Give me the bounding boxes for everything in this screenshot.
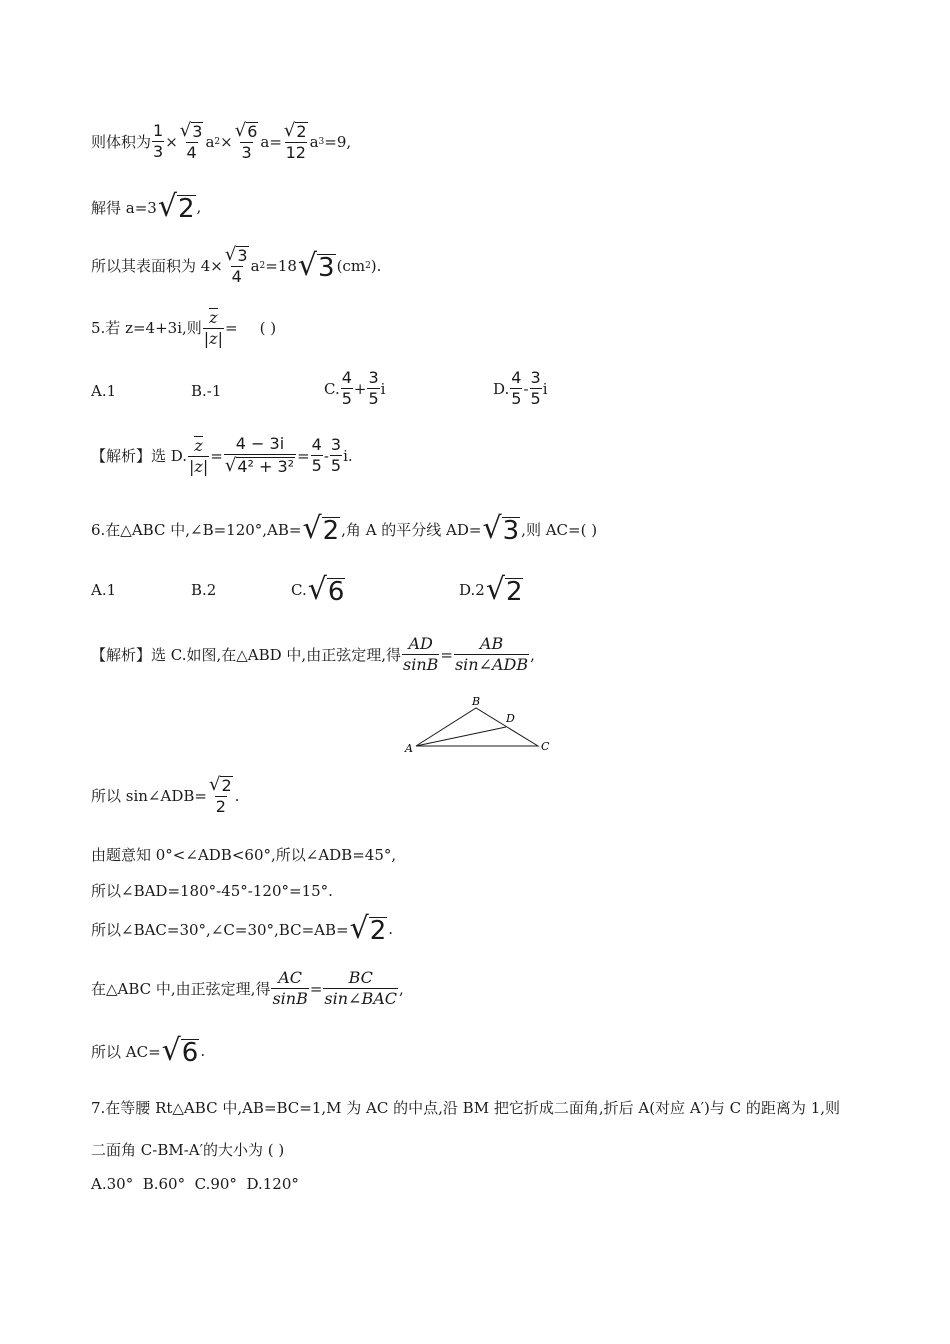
fraction: $\frac{z}{|z|}$ bbox=[203, 308, 223, 348]
text: 所以其表面积为 4× bbox=[91, 257, 223, 275]
surface-area-line: 所以其表面积为 4× √ 3 4 a 2 =18 √ 3 (cm 2 ). bbox=[91, 244, 382, 286]
solve-a-line bbox=[91, 189, 202, 224]
options-7: A.30° B.60° C.90° D.120° bbox=[91, 1175, 299, 1193]
option-b: B.-1 bbox=[191, 382, 222, 400]
fraction: √ 2 2 bbox=[208, 774, 232, 816]
option-c: C. √ 6 bbox=[291, 572, 345, 607]
text: (cm bbox=[336, 256, 366, 275]
triangle-abc bbox=[416, 708, 538, 746]
label-b: B bbox=[472, 695, 481, 708]
label-d: D bbox=[506, 712, 515, 725]
text: 所以 AC= bbox=[91, 1042, 161, 1061]
fraction: $\frac{AB}{\text{sin∠ADB}}$ bbox=[454, 634, 529, 674]
angle-line-2: 所以∠BAD=180°-45°-120°=15°. bbox=[91, 882, 333, 900]
text: 所以∠BAC=30°,∠C=30°,BC=AB= bbox=[91, 920, 349, 939]
text: ,则 AC=( ) bbox=[521, 520, 598, 539]
ac-result-line bbox=[91, 1033, 206, 1068]
times-sign: × bbox=[220, 132, 233, 151]
text: 在△ABC 中,由正弦定理,得 bbox=[91, 980, 271, 998]
options-5 bbox=[91, 370, 591, 410]
options-6 bbox=[91, 572, 591, 615]
question-7-line-1: 7.在等腰 Rt△ABC 中,AB=BC=1,M 为 AC 的中点,沿 BM 把它折成二面角,折后 A(对应 A′)与 C 的距离为 1,则 bbox=[91, 1099, 840, 1117]
text: =9, bbox=[324, 132, 352, 151]
text: ,角 A 的平分线 AD= bbox=[341, 520, 482, 539]
fraction: $\frac{BC}{\text{sin∠BAC}}$ bbox=[324, 968, 398, 1008]
text: a= bbox=[260, 132, 282, 151]
text: , bbox=[530, 645, 535, 664]
fraction: √ 6 3 bbox=[234, 120, 258, 162]
fraction: √ 3 4 bbox=[179, 120, 203, 162]
option-a: A.1 bbox=[91, 382, 117, 400]
text: , bbox=[196, 198, 202, 216]
sin-adb-line bbox=[91, 776, 239, 815]
fraction: √ 2 12 bbox=[283, 120, 307, 162]
bisector-ad bbox=[416, 727, 506, 746]
angle-line-3 bbox=[91, 911, 394, 946]
text: 解得 a=3 bbox=[91, 198, 157, 217]
option-d: D.2 √ 2 bbox=[459, 572, 523, 607]
text: = bbox=[309, 979, 323, 998]
sine-law-line bbox=[91, 970, 404, 1007]
text: , bbox=[399, 979, 404, 998]
question-7-line-2: 二面角 C-BM-A′的大小为 ( ) bbox=[91, 1141, 285, 1159]
text: 【解析】选 C.如图,在△ABD 中,由正弦定理,得 bbox=[91, 646, 401, 664]
fraction: $\frac{AC}{\sin B}$ bbox=[272, 968, 308, 1008]
solution-6 bbox=[91, 636, 535, 673]
text: 5.若 z=4+3i,则 bbox=[91, 319, 202, 337]
text: . bbox=[234, 786, 240, 805]
text: a bbox=[250, 256, 260, 275]
text: i. bbox=[343, 446, 353, 465]
text: . bbox=[388, 920, 394, 938]
text: a bbox=[205, 132, 215, 151]
sqrt: √ 3 bbox=[482, 511, 520, 546]
text: 所以 sin∠ADB= bbox=[91, 787, 207, 805]
option-b: B.2 bbox=[191, 581, 217, 599]
fraction: $\frac{1}{3}$ bbox=[153, 121, 164, 161]
answer-paren: ( ) bbox=[259, 318, 277, 337]
text: = bbox=[440, 645, 453, 664]
fraction: $\frac{4}{5}$ bbox=[311, 435, 322, 475]
fraction: 4 − 3i √ 4² + 3² bbox=[224, 434, 295, 476]
sqrt: √ 6 bbox=[161, 1033, 199, 1068]
triangle-figure bbox=[400, 692, 560, 756]
fraction: $\frac{3}{5}$ bbox=[330, 435, 342, 475]
text: = bbox=[225, 318, 238, 337]
volume-line: 则体积为 $\frac{1}{3}$ × √ 3 4 a 2 × √ 6 3 a= √ 2 12 a 3 =9, bbox=[91, 120, 352, 162]
text: = bbox=[297, 446, 310, 465]
option-d: D. $\frac{4}{5}$ - $\frac{3}{5}$ i bbox=[493, 368, 548, 408]
text: =18 bbox=[265, 256, 297, 275]
text: . bbox=[200, 1042, 206, 1060]
option-c: C. $\frac{4}{5}$ + $\frac{3}{5}$ i bbox=[324, 368, 386, 408]
text: ). bbox=[370, 256, 382, 275]
solution-5 bbox=[91, 436, 353, 475]
times-sign: × bbox=[165, 132, 178, 151]
text: - bbox=[323, 446, 329, 465]
text: a bbox=[309, 132, 319, 151]
sqrt: √ 2 bbox=[302, 511, 340, 546]
question-5 bbox=[91, 308, 276, 347]
fraction: $\frac{z}{|z|}$ bbox=[189, 436, 209, 476]
angle-line-1: 由题意知 0°<∠ADB<60°,所以∠ADB=45°, bbox=[91, 846, 397, 864]
option-a: A.1 bbox=[91, 581, 117, 599]
sqrt: √ 2 bbox=[157, 189, 195, 224]
label-c: C bbox=[541, 740, 550, 753]
text: 【解析】选 D. bbox=[91, 447, 188, 465]
text: 6.在△ABC 中,∠B=120°,AB= bbox=[91, 520, 302, 539]
question-6 bbox=[91, 511, 598, 546]
text: = bbox=[210, 446, 223, 465]
sqrt: √ 2 bbox=[349, 911, 387, 946]
label-a: A bbox=[405, 742, 413, 755]
text: 则体积为 bbox=[91, 133, 152, 151]
fraction: $\frac{AD}{\sin B}$ bbox=[402, 634, 439, 674]
fraction: √ 3 4 bbox=[224, 244, 248, 286]
sqrt: √ 3 bbox=[297, 247, 335, 283]
